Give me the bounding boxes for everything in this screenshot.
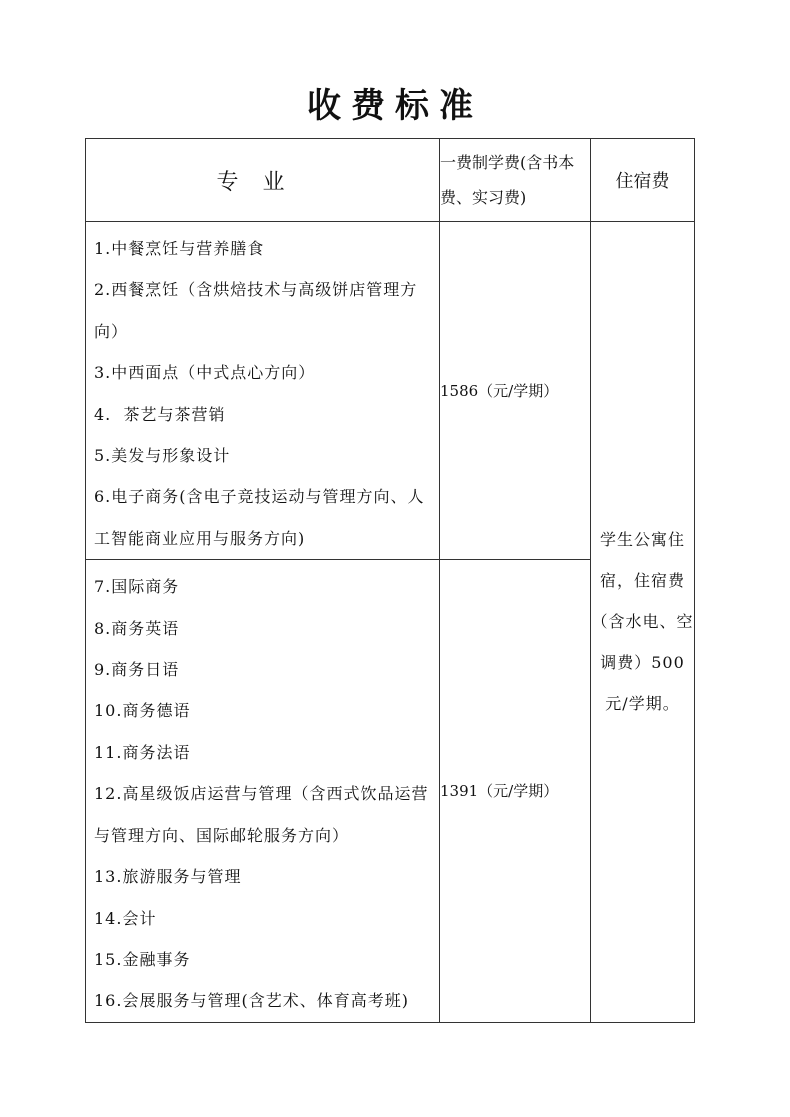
list-item: 15.金融事务 [94,949,191,969]
table-header-row [86,139,695,222]
page-title: 收费标准 [307,86,483,126]
header-major: 专业 [86,139,440,222]
list-item: 1.中餐烹饪与营养膳食 [94,239,265,258]
list-item: 7.国际商务 [94,577,180,597]
list-item: 13.旅游服务与管理 [94,867,242,887]
list-item: 12.高星级饭店运营与管理（含西式饮品运营与管理方向、国际邮轮服务方向） [94,784,429,845]
major-list-cell-1 [86,222,440,560]
header-dorm: 住宿费 [591,139,695,222]
major-list-cell-2 [86,560,440,1022]
list-item: 6.电子商务(含电子竞技运动与管理方向、人工智能商业应用与服务方向) [94,487,425,548]
list-item: 4. 茶艺与茶营销 [94,404,226,424]
list-item: 10.商务德语 [94,701,191,721]
major-list-2 [86,560,439,1021]
table-row-group-1 [86,222,695,560]
major-list-1 [86,222,439,559]
list-item: 16.会展服务与管理(含艺术、体育高考班) [94,991,409,1011]
fee-cell-2: 1391（元/学期） [440,560,591,1022]
fee-table [85,138,695,1023]
list-item: 8.商务英语 [94,618,180,638]
dorm-fee-cell: 学生公寓住宿，住宿费（含水电、空调费）500元/学期。 [591,222,695,1023]
list-item: 9.商务日语 [94,660,180,680]
list-item: 14.会计 [94,908,157,928]
header-tuition: 一费制学费(含书本费、实习费) [440,139,591,222]
list-item: 5.美发与形象设计 [94,446,231,466]
list-item: 11.商务法语 [94,742,191,762]
fee-cell-1: 1586（元/学期） [440,222,591,560]
list-item: 3.中西面点（中式点心方向） [94,363,316,383]
list-item: 2.西餐烹饪（含烘焙技术与高级饼店管理方向） [94,280,418,341]
